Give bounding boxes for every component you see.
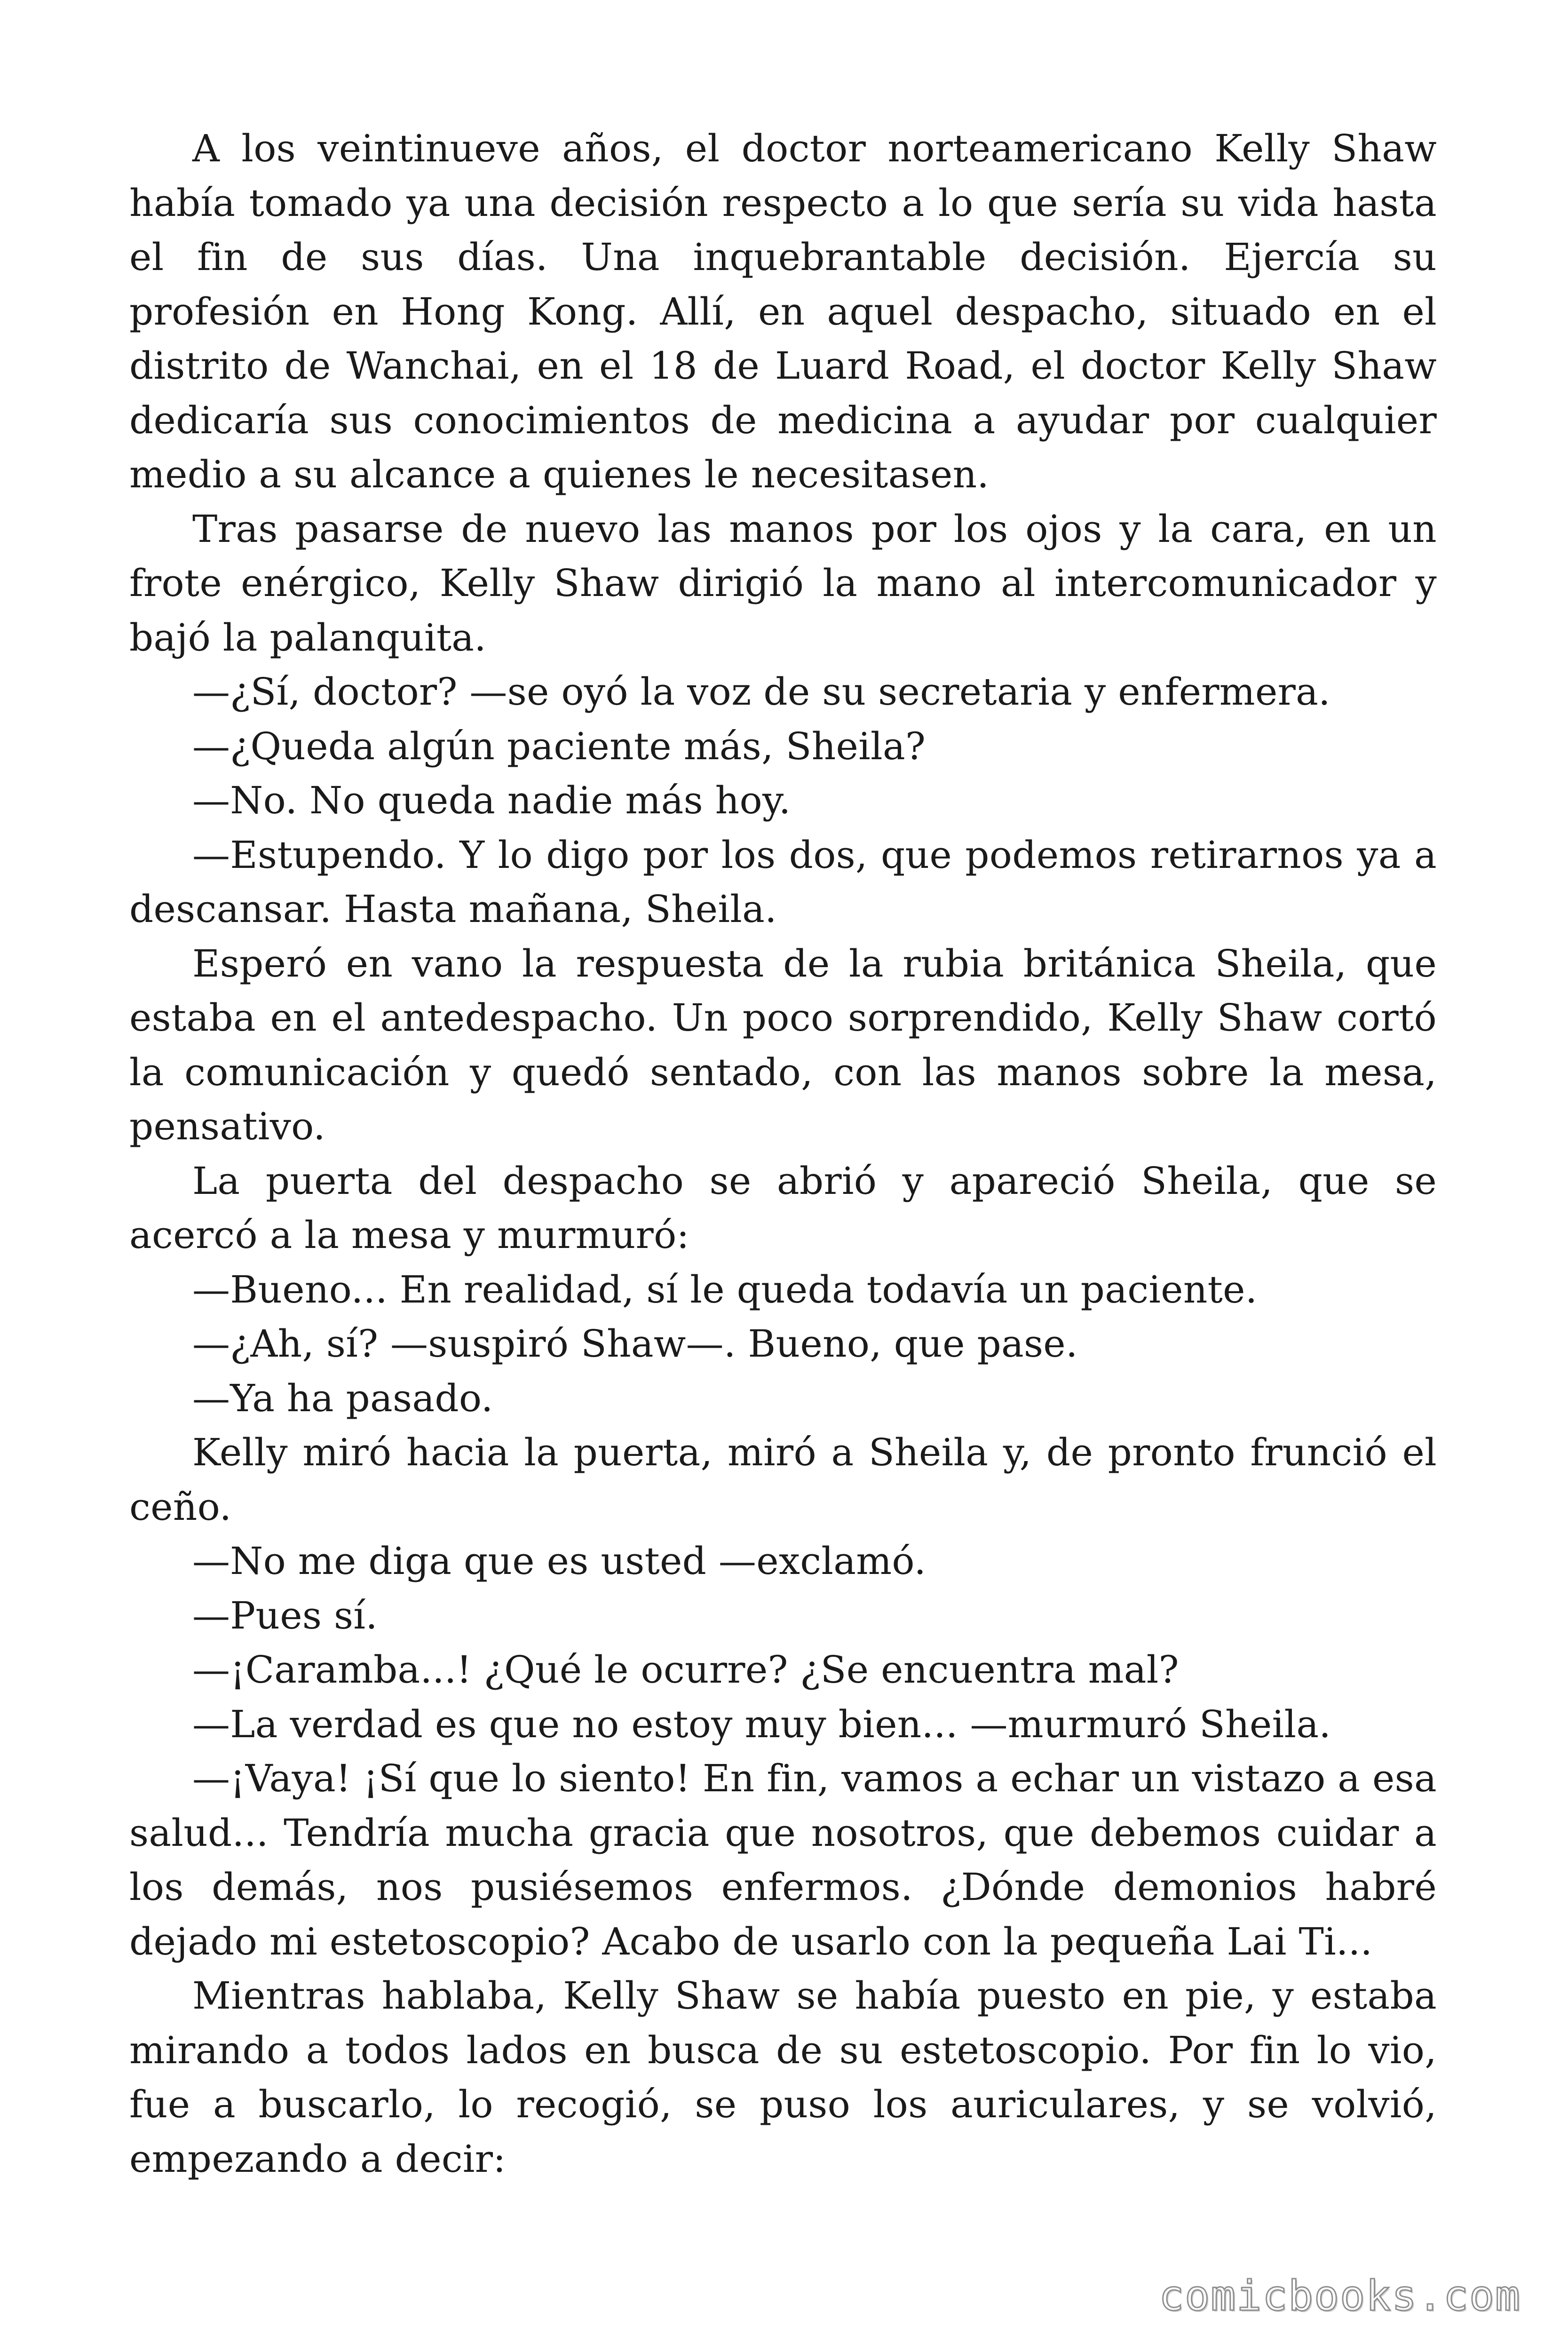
dialogue-line: —¿Ah, sí? —suspiró Shaw—. Bueno, que pase. — [192, 1322, 1078, 1366]
dialogue-line: —¡Vaya! ¡Sí que lo siento! En fin, vamos a echar un vistazo a esa salud... Tendría mucha gracia que nosotros, que debemos cuidar a los demás, nos pusiésemos enfermos. ¿Dónde demonios habré dejado mi estetoscopio? Acabo de usarlo con la pequeña Lai Ti... — [129, 1756, 1437, 1963]
paragraph: Esperó en vano la respuesta de la rubia británica Sheila, que estaba en el antedespacho. Un poco sorprendido, Kelly Shaw cortó la comunicación y quedó sentado, con las manos sobre la mesa, pensativo. — [129, 941, 1437, 1148]
dialogue-line: —Pues sí. — [192, 1593, 378, 1637]
paragraph: A los veintinueve años, el doctor norteamericano Kelly Shaw había tomado ya una decisión respecto a lo que sería su vida hasta el fin de sus días. Una inquebrantable decisión. Ejercía su profesión en Hong Kong. Allí, en aquel despacho, situado en el distrito de Wanchai, en el 18 de Luard Road, el doctor Kelly Shaw dedicaría sus conocimientos de medicina a ayudar por cualquier medio a su alcance a quienes le necesitasen. — [129, 127, 1437, 496]
dialogue-line: —La verdad es que no estoy muy bien... —murmuró Sheila. — [192, 1702, 1331, 1746]
dialogue-line: —Estupendo. Y lo digo por los dos, que podemos retirarnos ya a descansar. Hasta mañana, Sheila. — [129, 833, 1437, 931]
paragraph: La puerta del despacho se abrió y apareció Sheila, que se acercó a la mesa y murmuró: — [129, 1159, 1437, 1257]
dialogue-line: —¿Sí, doctor? —se oyó la voz de su secretaria y enfermera. — [192, 670, 1330, 714]
dialogue-line: —¿Queda algún paciente más, Sheila? — [192, 724, 926, 768]
dialogue-line: —No me diga que es usted —exclamó. — [192, 1539, 927, 1583]
page-body — [129, 121, 1437, 2186]
dialogue-line: —Ya ha pasado. — [192, 1376, 493, 1420]
dialogue-line: —No. No queda nadie más hoy. — [192, 779, 791, 822]
paragraph: Kelly miró hacia la puerta, miró a Sheila y, de pronto frunció el ceño. — [129, 1430, 1437, 1529]
paragraph: Tras pasarse de nuevo las manos por los ojos y la cara, en un frote enérgico, Kelly Shaw dirigió la mano al intercomunicador y bajó la palanquita. — [129, 507, 1437, 660]
dialogue-line: —Bueno... En realidad, sí le queda todavía un paciente. — [192, 1267, 1258, 1311]
watermark: comicbooks.com — [1159, 2272, 1521, 2320]
dialogue-line: —¡Caramba...! ¿Qué le ocurre? ¿Se encuentra mal? — [192, 1648, 1179, 1692]
paragraph: Mientras hablaba, Kelly Shaw se había puesto en pie, y estaba mirando a todos lados en busca de su estetoscopio. Por fin lo vio, fue a buscarlo, lo recogió, se puso los auriculares, y se volvió, empezando a decir: — [129, 1974, 1437, 2181]
